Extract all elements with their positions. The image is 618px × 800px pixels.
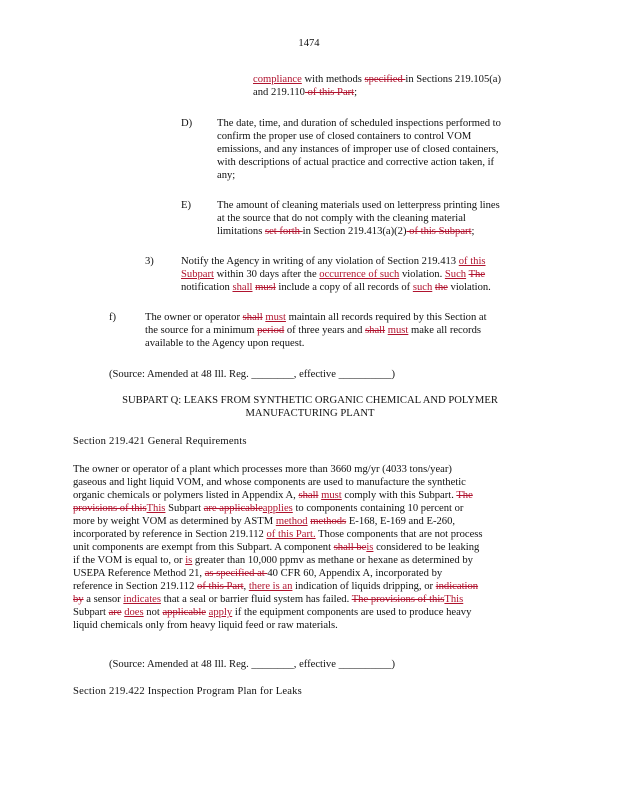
deleted-text: period: [257, 325, 285, 336]
text-run: in Sections 219.105(a): [405, 74, 502, 85]
text-run: reference in Section 219.112: [73, 581, 198, 592]
deleted-text: indication: [435, 581, 479, 592]
text-run: organic chemicals or polymers listed in Appendix A,: [73, 490, 299, 501]
inserted-text: occurrence of such: [319, 269, 400, 280]
text-line: [73, 528, 573, 541]
text-line: [217, 117, 557, 130]
text-run: USEPA Reference Method 21,: [73, 568, 205, 579]
deleted-text: The: [468, 269, 486, 280]
text-run: Subpart: [165, 503, 204, 514]
item-d-text: [217, 117, 557, 182]
text-run: if the equipment components are used to produce heavy: [232, 607, 472, 618]
item-d-label: D): [181, 118, 193, 129]
deleted-text: specified: [364, 74, 406, 85]
text-run: Notify the Agency in writing of any violation of Section 219.413: [181, 256, 459, 267]
text-line: [217, 143, 557, 156]
text-run: if the VOM is equal to, or: [73, 555, 186, 566]
deleted-text: musl: [255, 282, 276, 293]
inserted-text: does: [124, 607, 144, 618]
item-f-label: f): [109, 312, 117, 323]
inserted-text: of this Part.: [266, 529, 316, 540]
text-run: Subpart: [73, 607, 109, 618]
text-run: include a copy of all records of: [275, 282, 413, 293]
deleted-text: of this Part: [304, 87, 355, 98]
text-run: available to the Agency upon request.: [145, 338, 305, 349]
text-line: [73, 593, 573, 606]
text-line: [253, 73, 583, 86]
text-run: within 30 days after the: [213, 269, 320, 280]
text-line: [73, 554, 573, 567]
inserted-text: This: [146, 503, 166, 514]
inserted-text: must: [321, 490, 342, 501]
text-run: of three years and: [284, 325, 366, 336]
section-heading: Section 219.422 Inspection Program Plan for Leaks: [73, 686, 302, 697]
text-run: Those components that are not process: [315, 529, 483, 540]
text-run: to components containing 10 percent or: [292, 503, 464, 514]
item-e-label: E): [181, 200, 191, 211]
inserted-text: compliance: [253, 74, 302, 85]
text-line: [73, 463, 573, 476]
deleted-text: of this Part: [197, 581, 244, 592]
text-line: [217, 225, 557, 238]
inserted-text: method: [275, 516, 308, 527]
subpart-title-line-2: MANUFACTURING PLANT: [245, 408, 375, 419]
text-run: incorporated by reference in Section 219.112: [73, 529, 267, 540]
subpart-title: [60, 394, 560, 420]
inserted-text: apply: [208, 607, 233, 618]
text-line: [217, 156, 557, 169]
deleted-text: are: [108, 607, 122, 618]
inserted-text: there is an: [248, 581, 293, 592]
text-run: The date, time, and duration of scheduled inspections performed to: [217, 118, 501, 129]
inserted-text: is: [366, 542, 374, 553]
text-run: make all records: [408, 325, 481, 336]
deleted-text: The: [456, 490, 473, 501]
section-421-body: [73, 463, 573, 632]
inserted-text: Such: [444, 269, 467, 280]
deleted-text: provisions of this: [73, 503, 147, 514]
text-run: E-168, E-169 and E-260,: [346, 516, 456, 527]
text-line: [73, 567, 573, 580]
deleted-text: of this Subpart: [406, 226, 472, 237]
text-run: ;: [471, 226, 475, 237]
text-line: [73, 580, 573, 593]
deleted-text: the: [434, 282, 448, 293]
text-line: [73, 619, 573, 632]
text-run: emissions, and any instances of improper use of closed containers,: [217, 144, 499, 155]
text-run: greater than 10,000 ppmv as methane or hexane as determined by: [192, 555, 473, 566]
text-run: violation.: [447, 282, 491, 293]
deleted-text: by: [73, 594, 84, 605]
item-3-text: [181, 255, 561, 294]
text-line: [217, 199, 557, 212]
source-note: (Source: Amended at 48 Ill. Reg. ________, effective __________): [109, 369, 396, 380]
text-run: violation.: [399, 269, 445, 280]
text-line: [73, 606, 573, 619]
text-run: The owner or operator: [145, 312, 243, 323]
text-run: comply with this Subpart.: [341, 490, 457, 501]
text-line: [217, 169, 557, 182]
text-run: unit components are exempt from this Subpart. A component: [73, 542, 334, 553]
text-run: liquid chemicals only from heavy liquid feed or raw materials.: [73, 620, 338, 631]
deleted-text: applicable: [162, 607, 206, 618]
text-run: the source for a minimum: [145, 325, 258, 336]
text-line: [73, 476, 573, 489]
source-note: (Source: Amended at 48 Ill. Reg. ________, effective __________): [109, 659, 396, 670]
text-line: [145, 324, 565, 337]
inserted-text: of this: [458, 256, 486, 267]
inserted-text: shall: [232, 282, 253, 293]
text-line: [181, 281, 561, 294]
text-run: confirm the proper use of closed containers to control VOM: [217, 131, 472, 142]
text-line: [73, 541, 573, 554]
text-run: 40 CFR 60, Appendix A, incorporated by: [267, 568, 443, 579]
deleted-text: shall: [242, 312, 263, 323]
item-3-label: 3): [145, 256, 154, 267]
text-line: [217, 212, 557, 225]
item-e-text: [217, 199, 557, 238]
item-c-continuation: [253, 73, 583, 99]
text-run: limitations: [217, 226, 265, 237]
inserted-text: Subpart: [181, 269, 214, 280]
deleted-text: as specified at: [204, 568, 268, 579]
section-heading: Section 219.421 General Requirements: [73, 436, 247, 447]
inserted-text: must: [265, 312, 286, 323]
text-run: gaseous and light liquid VOM, and whose components are used to manufacture the synthetic: [73, 477, 466, 488]
inserted-text: is: [185, 555, 193, 566]
text-run: ;: [354, 87, 358, 98]
inserted-text: must: [387, 325, 409, 336]
inserted-text: indicates: [123, 594, 161, 605]
text-line: [145, 337, 565, 350]
text-line: [217, 130, 557, 143]
text-run: The owner or operator of a plant which processes more than 3660 mg/yr (4033 tons/year): [73, 464, 452, 475]
deleted-text: shall be: [333, 542, 367, 553]
text-run: maintain all records required by this Section at: [285, 312, 487, 323]
text-line: [73, 515, 573, 528]
text-line: [181, 255, 561, 268]
deleted-text: The provisions of this: [351, 594, 445, 605]
deleted-text: are applicable: [203, 503, 263, 514]
text-run: indication of liquids dripping, or: [292, 581, 436, 592]
deleted-text: methods: [310, 516, 347, 527]
text-line: [73, 489, 573, 502]
text-line: [145, 311, 565, 324]
text-line: [181, 268, 561, 281]
text-run: that a seal or barrier fluid system has failed.: [160, 594, 352, 605]
page-number: 1474: [298, 38, 320, 49]
inserted-text: This: [444, 594, 464, 605]
inserted-text: applies: [262, 503, 293, 514]
text-run: with descriptions of actual practice and corrective action taken, if: [217, 157, 495, 168]
text-run: not: [143, 607, 163, 618]
text-run: more by weight VOM as determined by ASTM: [73, 516, 276, 527]
deleted-text: set forth: [264, 226, 303, 237]
text-run: in Section 219.413(a)(2): [302, 226, 407, 237]
text-run: considered to be leaking: [373, 542, 480, 553]
subpart-title-line-1: SUBPART Q: LEAKS FROM SYNTHETIC ORGANIC CHEMICAL AND POLYMER: [122, 395, 498, 406]
deleted-text: shall: [365, 325, 386, 336]
text-run: any;: [217, 170, 236, 181]
text-run: a sensor: [83, 594, 124, 605]
item-f-text: [145, 311, 565, 350]
text-run: and 219.110: [253, 87, 305, 98]
text-run: notification: [181, 282, 233, 293]
text-line: [73, 502, 573, 515]
text-run: ,: [243, 581, 249, 592]
inserted-text: such: [412, 282, 433, 293]
deleted-text: shall: [298, 490, 319, 501]
text-line: [253, 86, 583, 99]
text-run: at the source that do not comply with the cleaning material: [217, 213, 466, 224]
text-run: The amount of cleaning materials used on letterpress printing lines: [217, 200, 500, 211]
text-run: with methods: [301, 74, 365, 85]
